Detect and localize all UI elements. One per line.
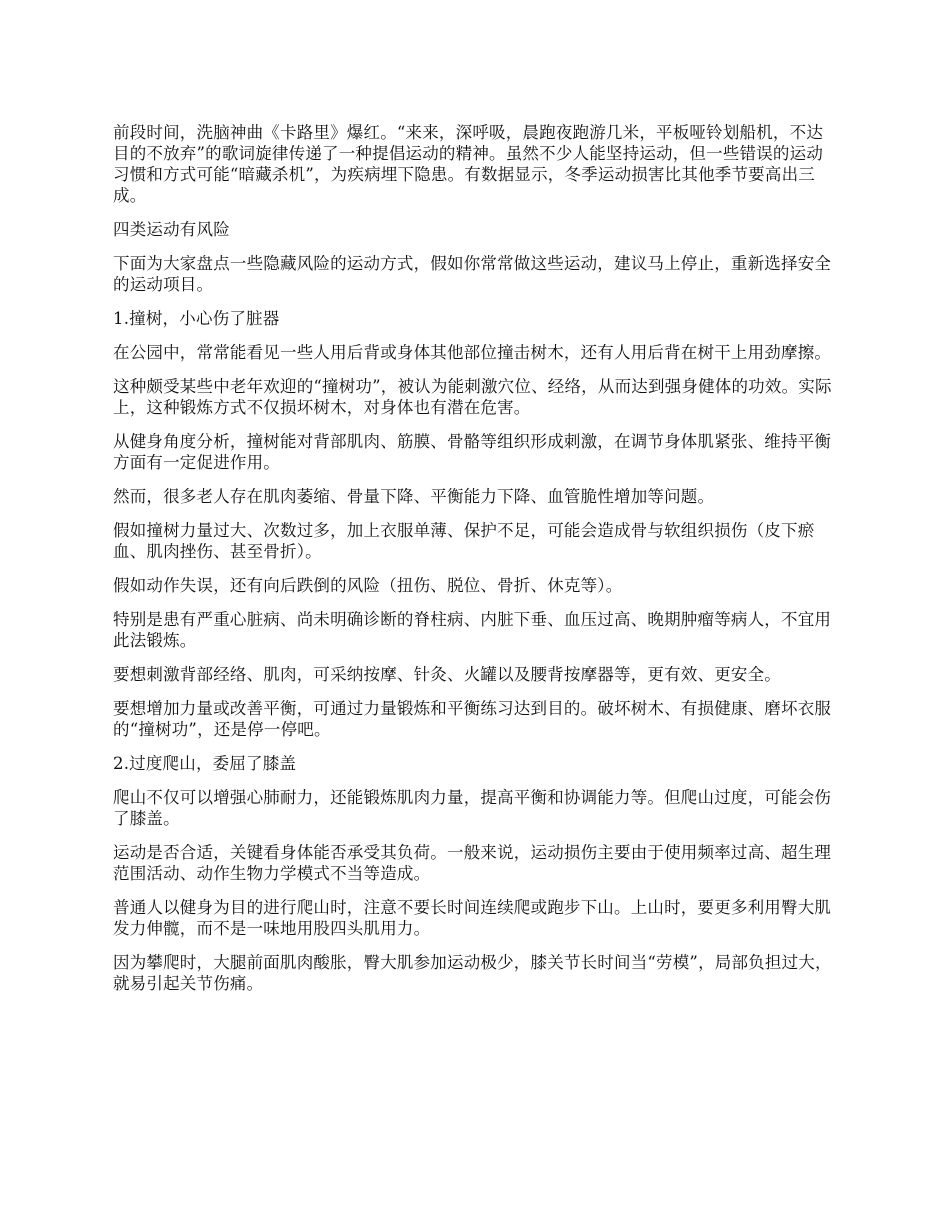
subsection-heading-tree-hitting: 1.撞树，小心伤了脏器 [113,309,280,328]
paragraph: 特别是患有严重心脏病、尚未明确诊断的脊柱病、内脏下垂、血压过高、晚期肿瘤等病人，不宜用此法锻炼。 [113,610,832,650]
paragraph: 假如动作失误，还有向后跌倒的风险（扭伤、脱位、骨折、休克等）。 [113,576,623,595]
paragraph: 然而，很多老人存在肌肉萎缩、骨量下降、平衡能力下降、血管脆性增加等问题。 [113,487,715,506]
paragraph: 要想刺激背部经络、肌肉，可采纳按摩、针灸、火罐以及腰背按摩器等，更有效、更安全。 [113,665,781,684]
document-body [113,122,839,1007]
paragraph: 从健身角度分析，撞树能对背部肌肉、筋膜、骨骼等组织形成刺激，在调节身体肌紧张、维持平衡方面有一定促进作用。 [113,432,832,472]
paragraph: 下面为大家盘点一些隐藏风险的运动方式，假如你常常做这些运动，建议马上停止，重新选择安全的运动项目。 [113,254,832,294]
paragraph: 在公园中，常常能看见一些人用后背或身体其他部位撞击树木，还有人用后背在树干上用劲摩擦。 [113,343,832,362]
paragraph: 这种颇受某些中老年欢迎的“撞树功”，被认为能刺激穴位、经络，从而达到强身健体的功效。实际上，这种锻炼方式不仅损坏树木，对身体也有潜在危害。 [113,377,832,417]
intro-paragraph: 前段时间，洗脑神曲《卡路里》爆红。“来来，深呼吸，晨跑夜跑游几米，平板哑铃划船机，不达目的不放弃”的歌词旋律传递了一种提倡运动的精神。虽然不少人能坚持运动，但一些错误的运动习惯和方式可能“暗藏杀机”，为疾病埋下隐患。有数据显示，冬季运动损害比其他季节要高出三成。 [113,123,824,205]
paragraph: 因为攀爬时，大腿前面肌肉酸胀，臀大肌参加运动极少，膝关节长时间当“劳模”，局部负担过大，就易引起关节伤痛。 [113,953,832,993]
section-heading: 四类运动有风险 [113,220,230,239]
subsection-heading-mountain-climbing: 2.过度爬山，委屈了膝盖 [113,754,297,773]
paragraph: 要想增加力量或改善平衡，可通过力量锻炼和平衡练习达到目的。破坏树木、有损健康、磨坏衣服的“撞树功”，还是停一停吧。 [113,699,832,739]
paragraph: 假如撞树力量过大、次数过多，加上衣服单薄、保护不足，可能会造成骨与软组织损伤（皮下瘀血、肌肉挫伤、甚至骨折）。 [113,521,815,561]
paragraph: 运动是否合适，关键看身体能否承受其负荷。一般来说，运动损伤主要由于使用频率过高、超生理范围活动、动作生物力学模式不当等造成。 [113,843,832,883]
paragraph: 普通人以健身为目的进行爬山时，注意不要长时间连续爬或跑步下山。上山时，要更多利用臀大肌发力伸髋，而不是一味地用股四头肌用力。 [113,898,832,938]
paragraph: 爬山不仅可以增强心肺耐力，还能锻炼肌肉力量，提高平衡和协调能力等。但爬山过度，可能会伤了膝盖。 [113,788,832,828]
